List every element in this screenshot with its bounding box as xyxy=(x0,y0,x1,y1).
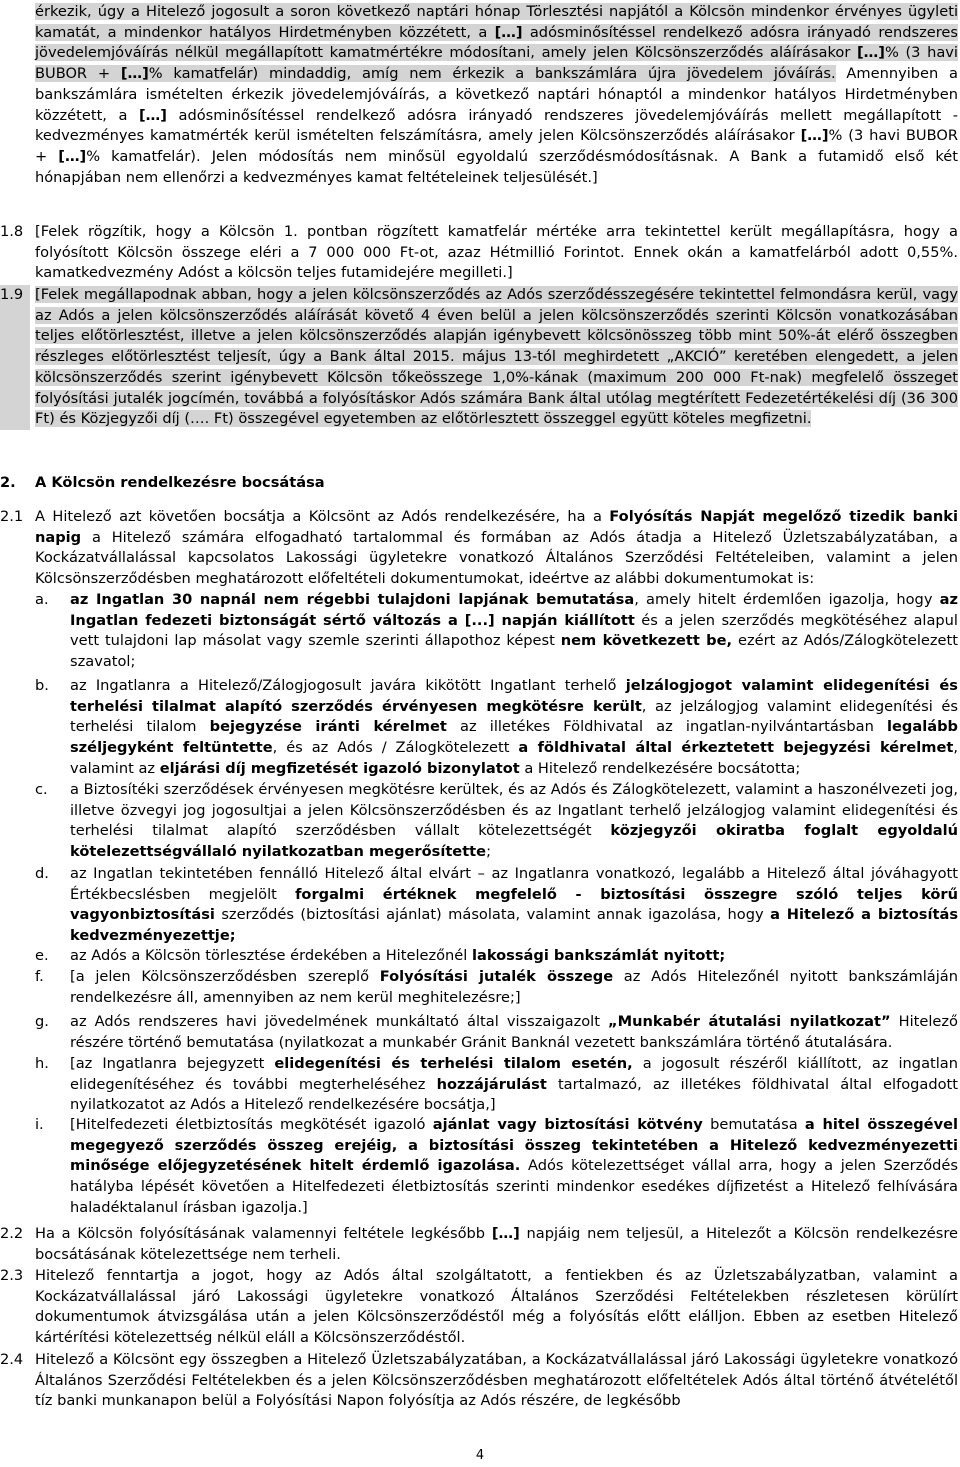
placeholder-bracket: […] xyxy=(58,147,87,165)
section-2-2 xyxy=(0,1224,960,1265)
highlighted-text: rendszeres jövedelemjóváírás nélkül megállapított xyxy=(35,23,958,62)
list-item-d xyxy=(0,864,960,947)
list-text: [a jelen Kölcsönszerződésben szereplő Folyósítási jutalék összege az Adós Hitelezőnél nyitott bankszámláján rendelkezésre áll, amennyiben az nem kerül meghitelezésre;] xyxy=(70,968,958,1006)
list-item-g xyxy=(0,1012,960,1053)
list-label: a. xyxy=(35,591,49,608)
list-label: g. xyxy=(35,1013,49,1030)
body-text: adósminősítéssel rendelkező adósra irányadó xyxy=(166,106,544,124)
list-label: i. xyxy=(35,1116,44,1133)
page-number: 4 xyxy=(475,1448,485,1463)
highlighted-text: adósminősítéssel rendelkező adósra irányadó xyxy=(522,23,879,41)
list-text: a Biztosítéki szerződések érvényesen megkötésre kerültek, és az Adós és Zálogkötelezett, valamint a haszonélvezeti jog, illetve özvegyi jog jogosultjai a jelen Kölcsönszerződésben és az Ingatlant terhelő jelzálogjog valamint elidegenítési és terhelési tilalmat alapító szerződésben vállalt kötelezettségét közjegyzői okiratba foglalt egyoldalú kötelezettségvállaló nyilatkozatban megerősítette; xyxy=(70,781,959,861)
highlighted-text: érkezik, úgy a Hitelező jogosult a soron következő naptári hónap Törlesztési napjától a Kölcsön mindenkor érvényes ügyleti kamatát, a mindenkor hatályos Hirdetményben közzétett, a xyxy=(35,3,958,41)
list-item-i xyxy=(0,1115,960,1219)
section-number: 2.2 xyxy=(0,1225,24,1242)
body-text: Jelen módosítás nem minősül egyoldalú szerződésmódosításnak. xyxy=(200,147,719,165)
list-text: az Ingatlan 30 napnál nem régebbi tulajdoni lapjának bemutatása, amely hitelt érdemlően igazolja, hogy az Ingatlan fedezeti biztonságát sértő változás a [...] napján kiállított és a jelen szerződés megkötéséhez alapul vett tulajdoni lap másolat vagy szemle szerinti állapothoz képest nem következett be, ezért az Adós/Zálogkötelezett szavatol; xyxy=(70,591,958,671)
section-2-1 xyxy=(0,507,960,590)
section-1-8 xyxy=(0,222,960,284)
body-text: A Bank a futamidő első két hónapjában nem ellenőrzi a kedvezményes kamat feltételeinek teljesülését.] xyxy=(35,147,958,186)
placeholder-bracket: […] xyxy=(494,23,523,41)
section-text: Hitelező a Kölcsönt egy összegben a Hitelező Üzletszabályzatában, a Kockázatvállalással járó Lakossági ügyletekre vonatkozó Általános Szerződési Feltételekben és a jelen Kölcsönszerződésben meghatározott előfeltételek Adós által történő átvételétől tíz banki munkanapon belül a Folyósítási Napon folyósítja az Adós részére, de legkésőbb xyxy=(35,1351,958,1410)
section-1-9 xyxy=(0,285,960,430)
section-number: 1.9 xyxy=(0,285,30,430)
placeholder-bracket: […] xyxy=(120,65,149,83)
section-text: Hitelező fenntartja a jogot, hogy az Adós által szolgáltatott, a fentiekben és az Üzletszabályzatban, valamint a Kockázatvállalással járó Lakossági ügyletekre vonatkozó Általános Szerződési Feltételekben részletesen körülírt dokumentumok átvizsgálása után a jelen Kölcsönszerződéstől még a folyósítás előtt elálljon. Ebben az esetben Hitelező kártérítési kötelezettség nélkül eláll a Kölcsönszerződéstől. xyxy=(35,1267,958,1347)
list-label: e. xyxy=(35,947,49,964)
placeholder-bracket: […] xyxy=(857,44,885,62)
section-number: 2.1 xyxy=(0,508,24,525)
section-2-4 xyxy=(0,1350,960,1412)
highlighted-text: kamatmértékre módosítani, amely jelen Kölcsönszerződés aláírásakor xyxy=(323,44,857,62)
list-item-c xyxy=(0,780,960,863)
list-item-h xyxy=(0,1054,960,1116)
heading-title: A Kölcsön rendelkezésre bocsátása xyxy=(35,474,325,491)
highlighted-text: [Felek megállapodnak abban, hogy a jelen kölcsönszerződés az Adós szerződésszegésére tekintettel felmondásra kerül, vagy az Adós a jelen kölcsönszerződés aláírását követő 4 éven belül a jelen kölcsönszerződés szerinti Kölcsön vonatkozásában teljes előtörlesztést, illetve a jelen kölcsönszerződés alapján igénybevett kölcsönösszeg több mint 50%-át elérő összegben részleges előtörlesztést teljesít, úgy a Bank által 2015. május 13-tól meghirdetett „AKCIÓ” keretében elengedett, a jelen kölcsönszerződés szerint igénybevett Kölcsön tőkeösszege 1,0%-kának (maximum 200 000 Ft-nak) megfelelő összeget folyósítási jutalék jogcímén, továbbá a folyósításkor Adós számára Bank által utólag megtérített Fedezetértékelési díj (36 300 Ft) és Közjegyzői díj (…. Ft) összegével egyetemben az előtörlesztett összeggel együtt köteles megfizetni. xyxy=(35,286,958,428)
section-number: 2.4 xyxy=(0,1351,24,1368)
list-label: d. xyxy=(35,865,49,882)
list-text: [az Ingatlanra bejegyzett elidegenítési és terhelési tilalom esetén, a jogosult részéről kiállított, az ingatlan elidegenítéséhez és további megterheléséhez hozzájárulást tartalmazó, az illetékes földhivatal által elfogadott nyilatkozatot az Adós a Hitelező rendelkezésére bocsátja,] xyxy=(70,1055,958,1114)
section-text: [Felek rögzítik, hogy a Kölcsön 1. pontban rögzített kamatfelár mértéke arra tekintettel került megállapításra, hogy a folyósított Kölcsön összege eléri a 7 000 000 Ft-ot, azaz Hétmillió Forintot. Ennek okán a kamatfelárból adott 0,55%. kamatkedvezmény Adóst a kölcsön teljes futamidejére megilleti.] xyxy=(35,223,958,282)
body-text: % (3 havi BUBOR + xyxy=(35,127,958,165)
placeholder-bracket: […] xyxy=(800,127,829,145)
list-label: b. xyxy=(35,677,49,694)
section-text xyxy=(35,285,958,430)
list-text: az Adós rendszeres havi jövedelmének munkáltató által visszaigazolt „Munkabér átutalási nyilatkozat” Hitelező részére történő bemutatása (nyilatkozat a munkabér Gránit Banknál vezetett bankszámlára történő átutalására. xyxy=(70,1013,958,1051)
list-text: [Hitelfedezeti életbiztosítás megkötését igazoló ajánlat vagy biztosítási kötvény bemutatása a hitel összegével megegyező szerződés összeg erejéig, a biztosítási összeg tekintetében a Hitelező kedvezményezetti minősége előjegyzetésének hitelt érdemlő igazolása. Adós kötelezettséget vállal arra, hogy a jelen Szerződés hatályba lépését követően a Hitelfedezeti életbiztosítás szerinti mindenkor esedékes díjfizetést a Hitelező felhívására haladéktalanul írásban igazolja.] xyxy=(70,1116,959,1216)
list-label: c. xyxy=(35,781,48,798)
highlighted-text: % kamatfelár) mindaddig, amíg nem érkezik a bankszámlára újra jövedelem jóváírás. xyxy=(148,65,836,83)
body-text: - kedvezményes kamatmérték kerül ismételten felszámításra, amely jelen Kölcsönszerződés aláírásakor xyxy=(35,106,959,145)
list-item-b xyxy=(0,676,960,780)
intro-paragraph xyxy=(35,2,958,188)
section-number: 2.3 xyxy=(0,1267,24,1284)
list-label: h. xyxy=(35,1055,49,1072)
list-text: az Ingatlan tekintetében fennálló Hitelező által elvárt – az Ingatlanra vonatkozó, legalább a Hitelező által jóváhagyott Értékbecslésben megjelölt forgalmi értéknek megfelelő - biztosítási összegre szóló teljes körű vagyonbiztosítási szerződés (biztosítási ajánlat) másolata, valamint annak igazolása, hogy a Hitelező a biztosítás kedvezményezettje; xyxy=(70,865,959,945)
body-text: % kamatfelár). xyxy=(86,147,201,165)
list-text: az Adós a Kölcsön törlesztése érdekében a Hitelezőnél lakossági bankszámlát nyitott; xyxy=(70,947,726,964)
list-item-a xyxy=(0,590,960,673)
section-text: A Hitelező azt követően bocsátja a Kölcsönt az Adós rendelkezésére, ha a Folyósítás Napját megelőző tizedik banki napig a Hitelező számára elfogadható tartalommal és formában az Adós átadja a Hitelező Üzletszabályzatában, a Kockázatvállalással kapcsolatos Lakossági ügyletekre vonatkozó Általános Szerződési Feltételeiben, valamint a jelen Kölcsönszerződésben meghatározott előfeltételi dokumentumokat, ideértve az alábbi dokumentumokat is: xyxy=(35,508,958,588)
section-text: Ha a Kölcsön folyósításának valamennyi feltétele legkésőbb […] napjáig nem teljesül, a Hitelezőt a Kölcsön rendelkezésre bocsátásának kötelezettsége nem terheli. xyxy=(35,1225,959,1263)
body-text: Amennyiben a bankszámlára ismételten érkezik jövedelemjóváírás, a következő naptári hónaptól a mindenkor hatályos Hirdetményben közzétett, a xyxy=(35,65,958,124)
heading-number: 2. xyxy=(0,474,16,491)
section-2-heading xyxy=(0,473,960,494)
section-number: 1.8 xyxy=(0,223,24,240)
body-text: rendszeres jövedelemjóváírás mellett megállapított xyxy=(543,106,942,124)
highlighted-text: % (3 havi BUBOR + xyxy=(35,44,958,83)
list-item-e xyxy=(0,946,960,967)
list-text: az Ingatlanra a Hitelező/Zálogjogosult javára kikötött Ingatlant terhelő jelzálogjogot valamint elidegenítési és terhelési tilalmat alapító szerződés érvényesen megkötésre került, az jelzálogjog valamint elidegenítési és terhelési tilalom bejegyzése iránti kérelmet az illetékes Földhivatal az ingatlan-nyilvántartásban legalább széljegyként feltüntette, és az Adós / Zálogkötelezett a földhivatal által érkeztetett bejegyzési kérelmet, valamint az eljárási díj megfizetését igazoló bizonylatot a Hitelező rendelkezésére bocsátotta; xyxy=(70,677,958,777)
section-2-3 xyxy=(0,1266,960,1349)
list-label: f. xyxy=(35,968,44,985)
placeholder-bracket: […] xyxy=(139,106,167,124)
list-item-f xyxy=(0,967,960,1008)
